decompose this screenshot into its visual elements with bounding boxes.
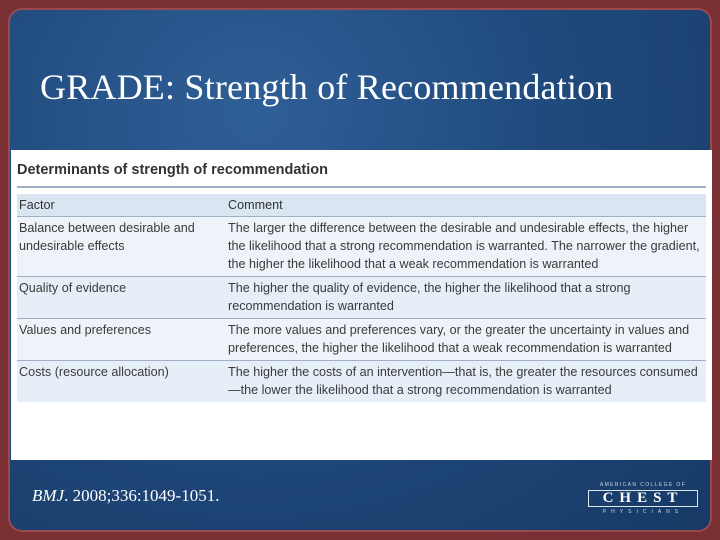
factor-cell: Quality of evidence bbox=[19, 281, 127, 295]
determinants-table bbox=[17, 194, 706, 402]
table-row bbox=[17, 319, 706, 361]
logo-main-text: CHEST bbox=[588, 490, 698, 507]
slide bbox=[8, 8, 712, 532]
comment-cell: The higher the quality of evidence, the higher the likelihood that a strong recommendation is warranted bbox=[228, 281, 631, 313]
factor-cell: Balance between desirable and undesirable effects bbox=[19, 221, 195, 253]
column-header-comment: Comment bbox=[228, 198, 283, 212]
table-row bbox=[17, 277, 706, 319]
table-row bbox=[17, 217, 706, 277]
table-header-row bbox=[17, 194, 706, 217]
logo-top-text: AMERICAN COLLEGE OF bbox=[599, 482, 687, 488]
logo-bottom-text: PHYSICIANS bbox=[602, 509, 684, 515]
table-heading: Determinants of strength of recommendation bbox=[17, 162, 706, 188]
factor-cell: Costs (resource allocation) bbox=[19, 365, 169, 379]
citation-journal: BMJ bbox=[32, 486, 65, 505]
comment-cell: The larger the difference between the desirable and undesirable effects, the higher the likelihood that a strong recommendation is warranted. The narrower the gradient, the higher the likelihood that a weak recommendation is warranted bbox=[228, 221, 700, 271]
chest-logo bbox=[588, 482, 698, 518]
factor-cell: Values and preferences bbox=[19, 323, 152, 337]
slide-title: GRADE: Strength of Recommendation bbox=[40, 67, 614, 107]
table-row bbox=[17, 361, 706, 403]
recommendation-table-panel bbox=[11, 150, 712, 460]
column-header-factor: Factor bbox=[19, 198, 55, 212]
comment-cell: The higher the costs of an intervention—that is, the greater the resources consumed—the lower the likelihood that a strong recommendation is warranted bbox=[228, 365, 698, 397]
citation bbox=[32, 486, 219, 506]
comment-cell: The more values and preferences vary, or the greater the uncertainty in values and preferences, the higher the likelihood that a weak recommendation is warranted bbox=[228, 323, 690, 355]
citation-details: . 2008;336:1049-1051. bbox=[64, 486, 220, 505]
